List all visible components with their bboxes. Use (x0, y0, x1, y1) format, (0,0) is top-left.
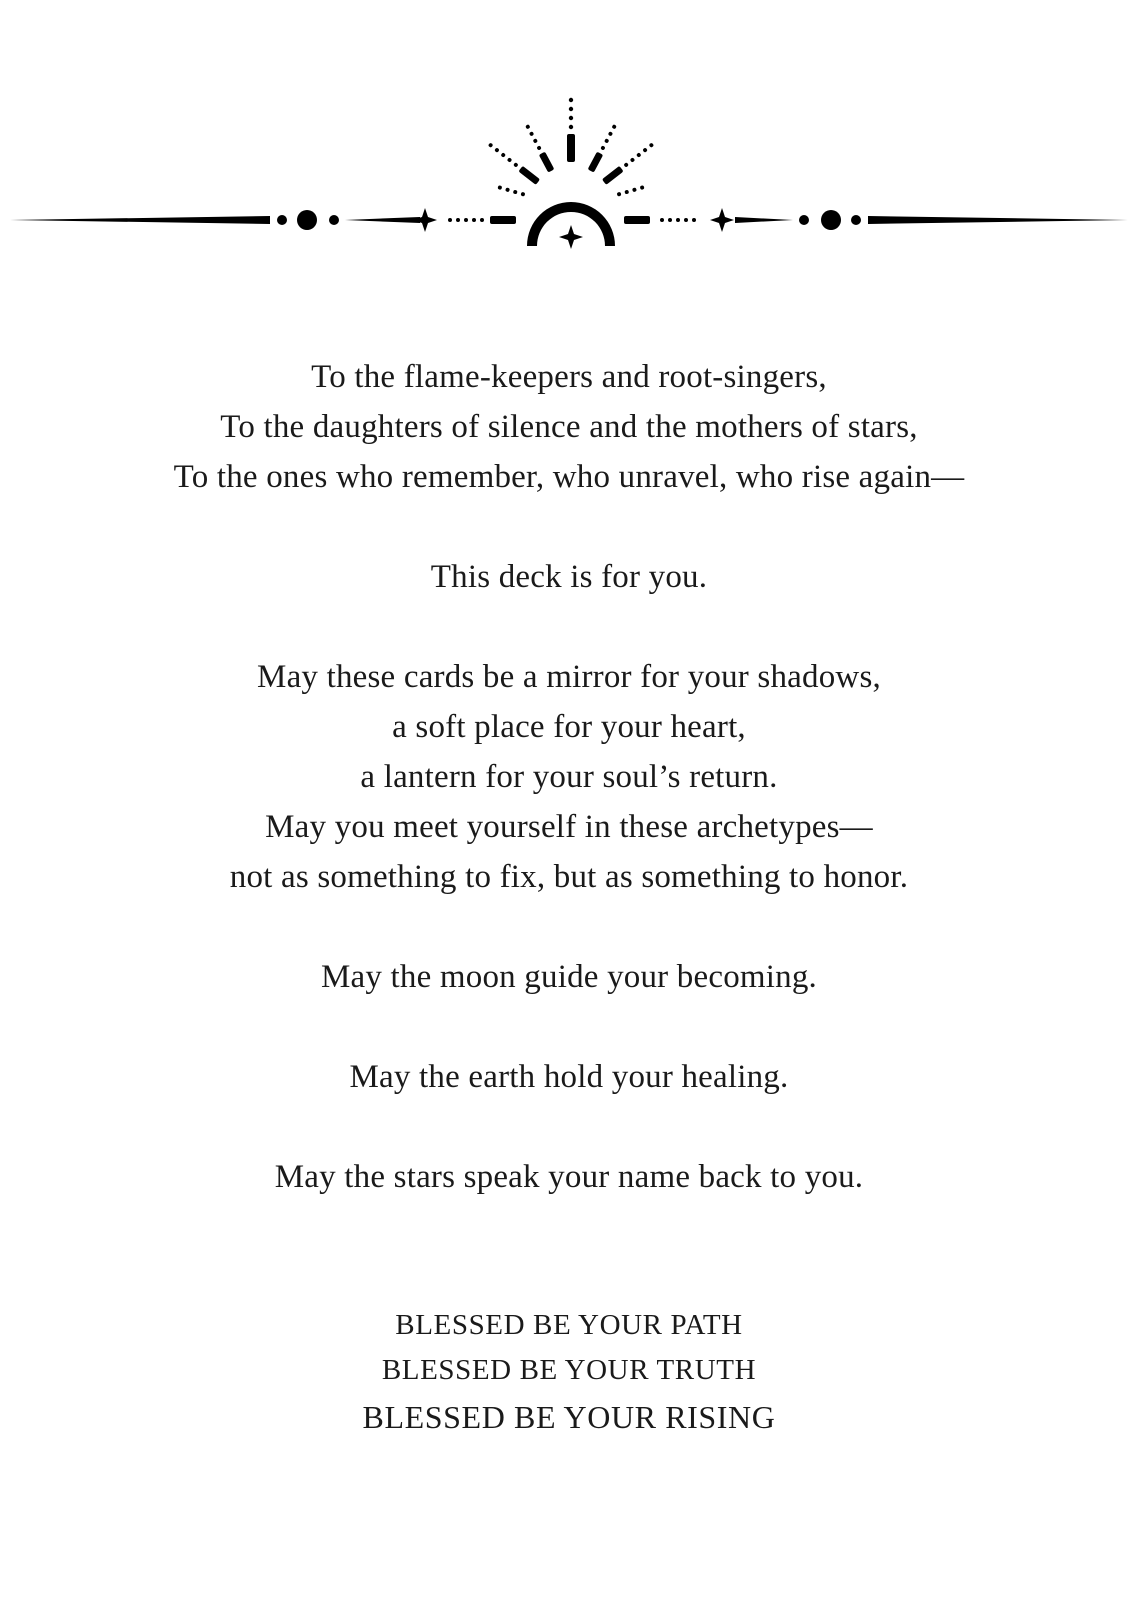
poem-line: May these cards be a mirror for your shadows, (257, 659, 881, 695)
closing-line-truth: BLESSED BE YOUR TRUTH (381, 1354, 757, 1386)
poem-line: a soft place for your heart, (392, 709, 746, 745)
right-line (868, 216, 1128, 224)
left-star (413, 208, 437, 232)
closing-line-path: BLESSED BE YOUR PATH (395, 1309, 743, 1341)
dedication-line: This deck is for you. (430, 559, 708, 595)
right-star (710, 208, 734, 232)
poem-line: not as something to fix, but as something to honor. (229, 859, 909, 895)
blessing-earth-line: May the earth hold your healing. (349, 1059, 789, 1095)
closing-line-rising: BLESSED BE YOUR RISING (362, 1399, 776, 1435)
dedication-poem (0, 352, 1138, 1202)
poem-line: To the ones who remember, who unravel, who rise again— (173, 459, 965, 495)
closing-blessings (0, 1303, 1138, 1441)
blessing-moon-line: May the moon guide your becoming. (320, 959, 817, 995)
poem-line: a lantern for your soul’s return. (360, 759, 778, 795)
poem-line: May you meet yourself in these archetypes— (265, 809, 873, 845)
blessing-stars-line: May the stars speak your name back to you. (274, 1159, 864, 1195)
poem-line: To the daughters of silence and the mothers of stars, (220, 409, 918, 445)
sun-moon-star-divider-icon (0, 80, 1138, 270)
poem-line: To the flame-keepers and root-singers, (311, 359, 827, 395)
left-line (10, 216, 270, 224)
